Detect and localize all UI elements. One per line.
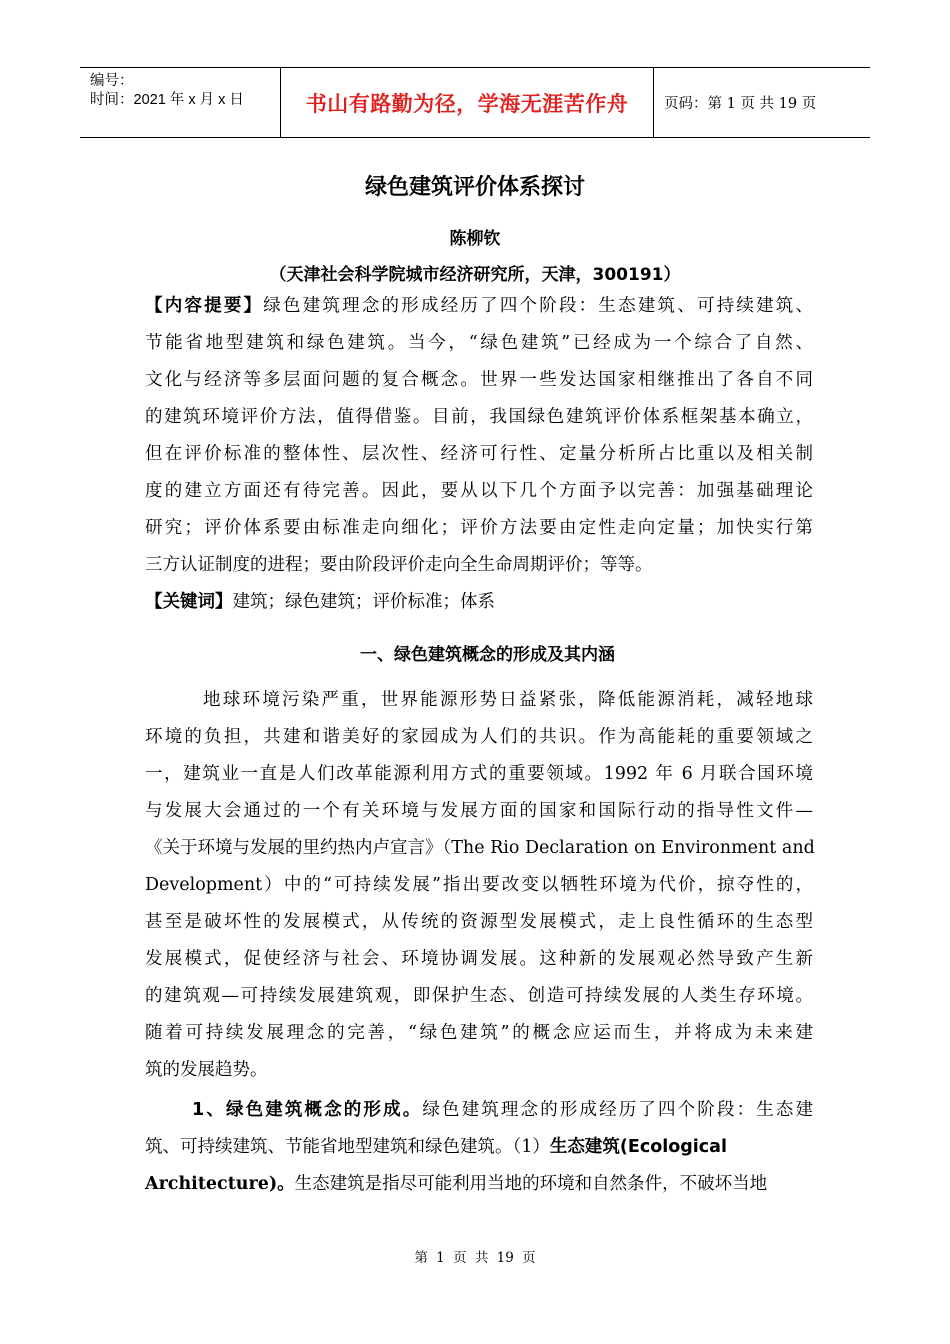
paragraph-line: 1、绿色建筑概念的形成。绿色建筑理念的形成经历了四个阶段：生态建	[192, 1100, 814, 1120]
paragraph-line: 《关于环境与发展的里约热内卢宣言》（The Rio Declaration on Environment and	[145, 838, 815, 858]
paragraph-line: 与发展大会通过的一个有关环境与发展方面的国家和国际行动的指导性文件—	[145, 801, 813, 821]
paragraph-line: 随着可持续发展理念的完善，“绿色建筑”的概念应运而生，并将成为未来建	[145, 1023, 813, 1043]
document-title: 绿色建筑评价体系探讨	[364, 175, 585, 200]
page-footer: 第 1 页 共 19 页	[414, 1250, 536, 1266]
paragraph-line: 的建筑观—可持续发展建筑观，即保护生态、创造可持续发展的人类生存环境。	[145, 986, 813, 1006]
header-motto-cell	[281, 68, 653, 137]
abstract-line: 节能省地型建筑和绿色建筑。当今，“绿色建筑”已经成为一个综合了自然、	[145, 333, 813, 353]
header-meta-cell	[80, 68, 280, 137]
paragraph-line: 发展模式，促使经济与社会、环境协调发展。这种新的发展观必然导致产生新	[145, 949, 813, 969]
header-page-cell	[664, 68, 816, 137]
abstract-line: 研究；评价体系要由标准走向细化；评价方法要由定性走向定量；加快实行第	[145, 518, 813, 538]
header-divider	[653, 68, 654, 137]
serial-label: 编号：	[90, 73, 134, 89]
header-table	[80, 67, 870, 138]
paragraph-line: 一，建筑业一直是人们改革能源利用方式的重要领域。1992 年 6 月联合国环境	[145, 764, 813, 784]
paragraph-line: 筑的发展趋势。	[145, 1060, 268, 1080]
abstract-line: 三方认证制度的进程；要由阶段评价走向全生命周期评价；等等。	[145, 555, 653, 575]
abstract-line: 文化与经济等多层面问题的复合概念。世界一些发达国家相继推出了各自不同	[145, 370, 813, 390]
paragraph-line: Development）中的“可持续发展”指出要改变以牺牲环境为代价，掠夺性的，	[145, 875, 813, 895]
abstract	[145, 288, 813, 621]
abstract-label: 【内容提要】	[145, 296, 264, 316]
section-paragraph	[145, 682, 813, 1089]
section-heading: 一、绿色建筑概念的形成及其内涵	[360, 645, 615, 665]
abstract-line: 【内容提要】绿色建筑理念的形成经历了四个阶段：生态建筑、可持续建筑、	[145, 296, 814, 316]
keywords-text: 建筑；绿色建筑；评价标准；体系	[232, 592, 495, 612]
paragraph-line: 地球环境污染严重，世界能源形势日益紧张，降低能源消耗，减轻地球	[203, 690, 813, 710]
paragraph-line: 甚至是破坏性的发展模式，从传统的资源型发展模式，走上良性循环的生态型	[145, 912, 813, 932]
section-paragraph	[145, 1092, 813, 1203]
motto-text: 书山有路勤为径，学海无涯苦作舟	[305, 91, 629, 116]
time-label: 时间：2021 年 x 月 x 日	[90, 92, 244, 108]
author-name: 陈柳钦	[449, 229, 501, 249]
subsection-lead: 1、绿色建筑概念的形成。	[192, 1100, 423, 1120]
abstract-line: 的建筑环境评价方法，值得借鉴。目前，我国绿色建筑评价体系框架基本确立，	[145, 407, 813, 427]
abstract-line: 但在评价标准的整体性、层次性、经济可行性、定量分析所占比重以及相关制	[145, 444, 813, 464]
abstract-line: 度的建立方面还有待完善。因此，要从以下几个方面予以完善：加强基础理论	[145, 481, 813, 501]
keywords-line	[145, 584, 813, 621]
paragraph-line: 筑、可持续建筑、节能省地型建筑和绿色建筑。（1）生态建筑(Ecological	[145, 1137, 727, 1157]
page-info: 页码：第 1 页 共 19 页	[664, 96, 817, 112]
author-affiliation: （天津社会科学院城市经济研究所，天津，300191）	[269, 265, 681, 285]
keywords-label: 【关键词】	[145, 592, 233, 612]
paragraph-line: 环境的负担，共建和谐美好的家园成为人们的共识。作为高能耗的重要领域之	[145, 727, 813, 747]
paragraph-line: Architecture)。生态建筑是指尽可能利用当地的环境和自然条件，不破坏当地	[145, 1174, 768, 1194]
